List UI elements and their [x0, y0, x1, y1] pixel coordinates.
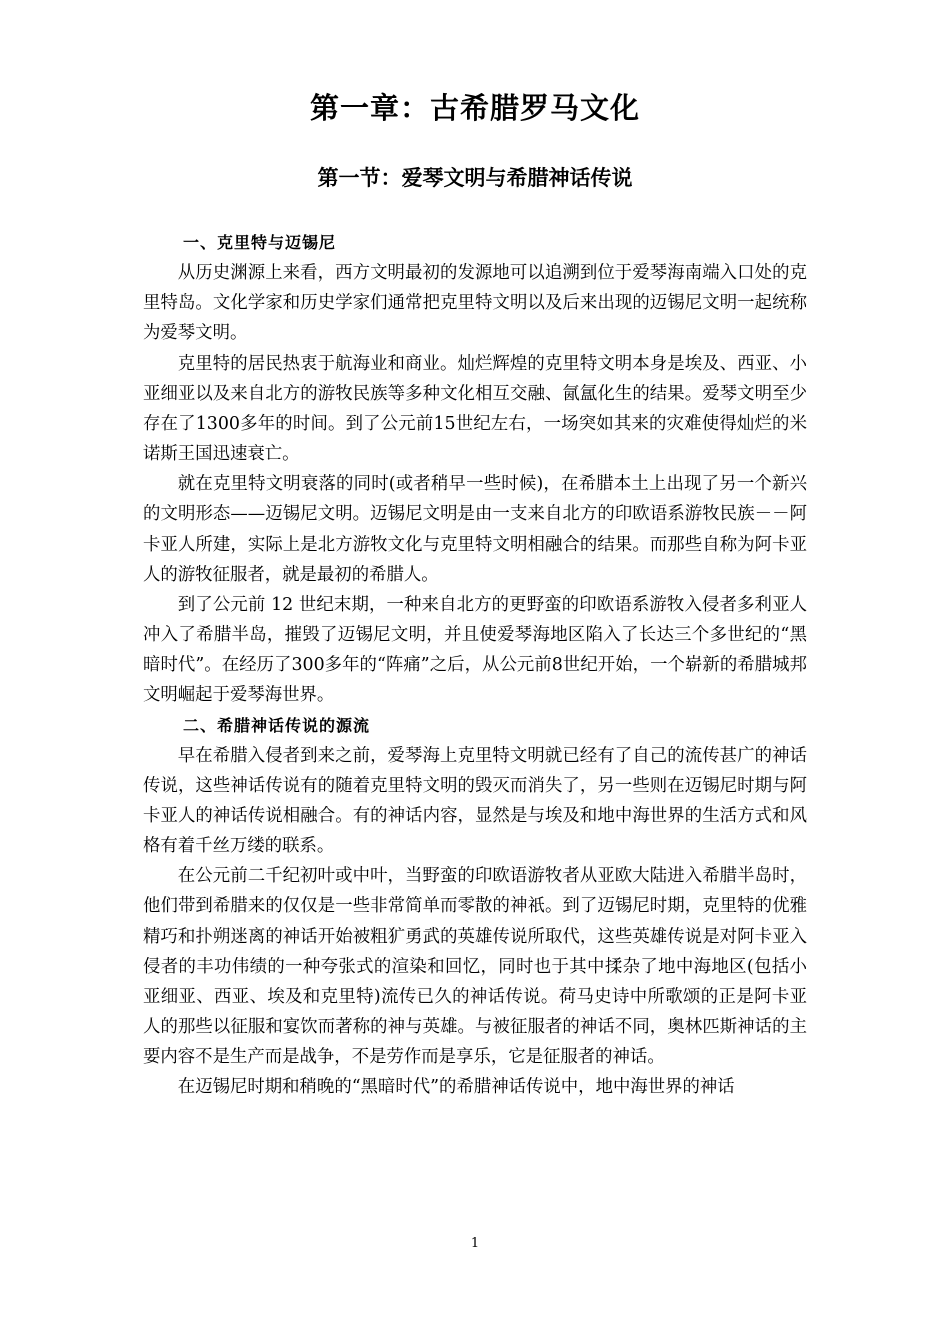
chapter-title: 第一章：古希腊罗马文化 — [309, 91, 640, 125]
document-body — [143, 228, 807, 1103]
subsection-heading: 二、希腊神话传说的源流 — [183, 715, 371, 735]
section-title: 第一节：爱琴文明与希腊神话传说 — [317, 166, 633, 190]
paragraph: 到了公元前 12 世纪末期，一种来自北方的更野蛮的印欧语系游牧入侵者多利亚人冲入了希腊半岛，摧毁了迈锡尼文明，并且使爱琴海地区陷入了长达三个多世纪的“黑暗时代”。在经历了300多年的“阵痛”之后，从公元前8世纪开始，一个崭新的希腊城邦文明崛起于爱琴海世界。 — [143, 594, 807, 706]
paragraph: 在迈锡尼时期和稍晚的“黑暗时代”的希腊神话传说中，地中海世界的神话 — [177, 1077, 735, 1098]
paragraph: 就在克里特文明衰落的同时(或者稍早一些时候)，在希腊本土上出现了另一个新兴的文明形态——迈锡尼文明。迈锡尼文明是由一支来自北方的印欧语系游牧民族－－阿卡亚人所建，实际上是北方游牧文化与克里特文明相融合的结果。而那些自称为阿卡亚人的游牧征服者，就是最初的希腊人。 — [143, 474, 807, 585]
page-number: 1 — [470, 1236, 480, 1251]
subsection-heading: 一、克里特与迈锡尼 — [183, 233, 337, 252]
paragraph: 克里特的居民热衷于航海业和商业。灿烂辉煌的克里特文明本身是埃及、西亚、小亚细亚以及来自北方的游牧民族等多种文化相互交融、氤氲化生的结果。爱琴文明至少存在了1300多年的时间。到了公元前15世纪左右，一场突如其来的灾难使得灿烂的米诺斯王国迅速衰亡。 — [143, 353, 807, 465]
paragraph: 在公元前二千纪初叶或中叶，当野蛮的印欧语游牧者从亚欧大陆进入希腊半岛时，他们带到希腊来的仅仅是一些非常简单而零散的神祇。到了迈锡尼时期，克里特的优雅精巧和扑朔迷离的神话开始被粗犷勇武的英雄传说所取代，这些英雄传说是对阿卡亚入侵者的丰功伟绩的一种夸张式的渲染和回忆，同时也于其中揉杂了地中海地区(包括小亚细亚、西亚、埃及和克里特)流传已久的神话传说。荷马史诗中所歌颂的正是阿卡亚人的那些以征服和宴饮而著称的神与英雄。与被征服者的神话不同，奥林匹斯神话的主要内容不是生产而是战争，不是劳作而是享乐，它是征服者的神话。 — [143, 866, 807, 1068]
paragraph: 从历史渊源上来看，西方文明最初的发源地可以追溯到位于爱琴海南端入口处的克里特岛。文化学家和历史学家们通常把克里特文明以及后来出现的迈锡尼文明一起统称为爱琴文明。 — [143, 263, 807, 344]
paragraph: 早在希腊入侵者到来之前，爱琴海上克里特文明就已经有了自己的流传甚广的神话传说，这些神话传说有的随着克里特文明的毁灭而消失了，另一些则在迈锡尼时期与阿卡亚人的神话传说相融合。有的神话内容，显然是与埃及和地中海世界的生活方式和风格有着千丝万缕的联系。 — [143, 745, 807, 857]
